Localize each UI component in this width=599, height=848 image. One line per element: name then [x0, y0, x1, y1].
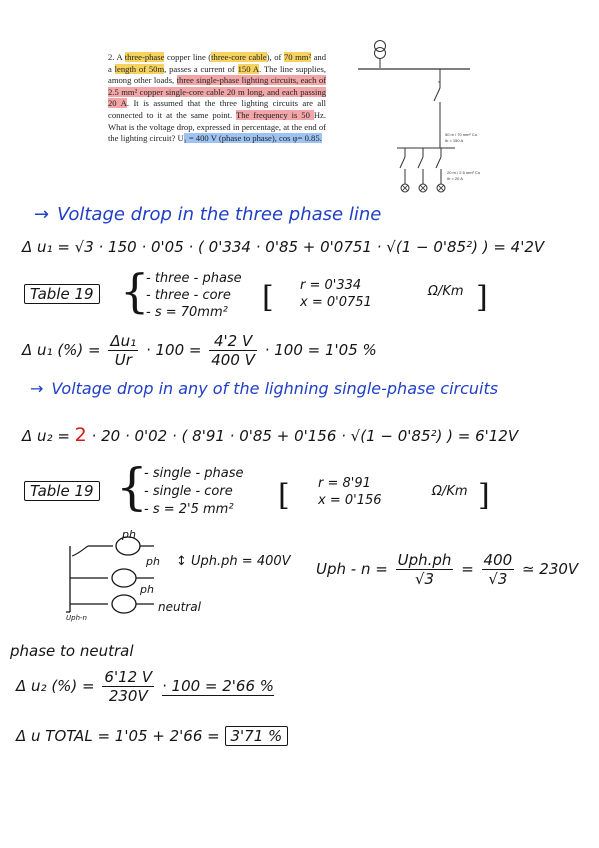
close-bracket: ] — [478, 478, 490, 513]
fraction — [108, 332, 138, 369]
denominator: √3 — [488, 570, 508, 588]
table-reference: Table 19 — [24, 284, 100, 304]
unit-label: Ω/Km — [428, 284, 464, 299]
text-fragment: and a — [108, 52, 326, 74]
highlight-lighting-circuits: three single-phase lighting circuits, each of 2.5 mm² copper single-core cable 20 m long, and each passing 20 A — [108, 75, 327, 109]
lhs: Δ u₂ (%) = — [16, 677, 95, 695]
text-fragment: , passes a current of — [164, 63, 238, 74]
table-reference: Table 19 — [24, 481, 100, 501]
highlight-voltage: ₁ = 400 V (phase to phase), cos φ= 0.85. — [183, 133, 322, 144]
heading-text: Voltage drop in any of the lighning single-phase circuits — [51, 379, 499, 398]
condition-line: - s = 2'5 mm² — [144, 502, 234, 517]
fraction — [396, 551, 454, 588]
highlight-area: 70 mm² — [283, 52, 312, 62]
problem-statement — [108, 52, 326, 145]
unit-label: Ω/Km — [432, 484, 468, 499]
phase-to-neutral-label: phase to neutral — [10, 642, 134, 660]
condition-line: - three - core — [146, 288, 231, 303]
reactance-value: x = 0'156 — [318, 493, 382, 508]
fraction — [209, 332, 257, 369]
result: · 100 = 2'66 % — [161, 677, 275, 695]
highlight-frequency: The frequency is 50 — [235, 109, 314, 120]
numerator: Δu₁ — [110, 332, 137, 350]
table-values — [300, 277, 372, 311]
lhs: Uph - n = — [316, 560, 388, 578]
numerator: 4'2 V — [209, 332, 257, 351]
resistance-value: r = 0'334 — [300, 278, 362, 293]
breaker-icon — [434, 88, 440, 101]
condition-line: - single - phase — [144, 466, 244, 481]
table-values — [318, 475, 382, 509]
phase-sketch — [58, 532, 168, 622]
equals: = — [461, 560, 474, 578]
lhs: Δ u₁ (%) = — [22, 341, 101, 359]
voltage-text: Uph.ph = 400V — [191, 554, 291, 569]
numerator: 6'12 V — [104, 668, 153, 686]
winding-icon — [112, 569, 136, 587]
lighting-branch — [436, 148, 445, 192]
lighting-branch — [400, 148, 409, 192]
fraction — [102, 668, 154, 705]
highlight-length: length of 50m — [114, 63, 165, 74]
text-fragment: . It is assumed that the three lighting circuits are all connected to it at the same point. — [108, 98, 326, 120]
text-fragment: . The line supplies, among other loads, — [108, 63, 326, 86]
phase-to-phase-voltage: ↕ Uph.ph = 400V — [176, 554, 291, 569]
total-result: 3'71 % — [225, 726, 289, 746]
equation-total — [16, 727, 288, 745]
table-conditions — [144, 465, 244, 519]
denominator: Ur — [114, 351, 132, 369]
condition-line: - three - phase — [146, 271, 242, 286]
problem-text — [108, 52, 326, 145]
highlight-three-phase: three-phase — [124, 52, 165, 62]
heading-text: Voltage drop in the three phase line — [57, 204, 382, 225]
arrow-icon: → — [30, 379, 44, 398]
result: ≃ 230V — [521, 560, 579, 578]
equation-delta-u2 — [22, 424, 518, 446]
lhs: Δ u₂ = — [22, 427, 70, 445]
condition-line: - single - core — [144, 484, 233, 499]
lighting-branch — [418, 148, 427, 192]
equation-uph-n — [316, 551, 578, 588]
highlight-three-core: three-core cable — [211, 52, 267, 62]
highlight-current: 150 A — [237, 63, 260, 74]
neutral-label: neutral — [158, 600, 201, 614]
equation-delta-u1: Δ u₁ = √3 · 150 · 0'05 · ( 0'334 · 0'85 + 0'0751 · √(1 − 0'85²) ) = 4'2V — [22, 238, 545, 256]
text-fragment: ), of — [266, 52, 284, 62]
text-fragment: Hz. What is the voltage drop, expressed in percentage, at the end of the lighting circuit? — [108, 109, 326, 144]
lhs: Δ u TOTAL = 1'05 + 2'66 = — [16, 727, 220, 745]
denominator: √3 — [414, 570, 435, 588]
table-conditions — [146, 270, 242, 321]
phase-label: ph — [146, 555, 160, 568]
close-bracket: ] — [476, 280, 488, 315]
arrow-icon: → — [34, 204, 50, 225]
problem-number: 2. A — [108, 52, 125, 62]
text-fragment: U — [177, 133, 184, 144]
result: · 100 = 1'05 % — [264, 341, 377, 359]
text-fragment: copper line ( — [164, 52, 212, 62]
heading-three-phase — [34, 204, 381, 225]
circuit-diagram — [355, 38, 495, 198]
left-brace: { — [116, 458, 148, 516]
heading-single-phase — [30, 379, 498, 398]
rhs: · 20 · 0'02 · ( 8'91 · 0'85 + 0'156 · √(1 − 0'85²) ) = 6'12V — [91, 427, 519, 445]
right-brace: [ — [278, 478, 290, 513]
fraction — [482, 551, 515, 588]
resistance-value: r = 8'91 — [318, 476, 371, 491]
circuit-svg — [355, 38, 495, 198]
denominator: 230V — [108, 687, 148, 705]
transformer-icon — [375, 48, 386, 59]
transformer-icon — [375, 41, 386, 52]
numerator: Uph.ph — [397, 551, 452, 569]
winding-icon — [112, 595, 136, 613]
phase-label: ph — [122, 528, 136, 541]
mid: · 100 = — [145, 341, 202, 359]
reactance-value: x = 0'0751 — [300, 295, 372, 310]
denominator: 400 V — [211, 351, 255, 369]
equation-percent-1 — [22, 332, 377, 369]
factor-two: 2 — [74, 424, 87, 446]
branch-label: 20 m / 2.5 mm² Cu — [447, 170, 481, 175]
equation-percent-2 — [16, 668, 274, 705]
branch-current-label: Ib = 20 A — [447, 176, 463, 181]
right-brace: [ — [262, 280, 274, 315]
feeder-current-label: Ib = 150 A — [445, 138, 464, 143]
numerator: 400 — [483, 551, 513, 569]
uphn-small-label: Uph-n — [66, 614, 87, 622]
feeder-label: 50 m / 70 mm² Cu — [445, 132, 478, 137]
phase-label: ph — [140, 583, 154, 596]
feeder-mark: x — [438, 79, 440, 84]
condition-line: - s = 70mm² — [146, 305, 228, 320]
left-brace: { — [120, 264, 150, 318]
